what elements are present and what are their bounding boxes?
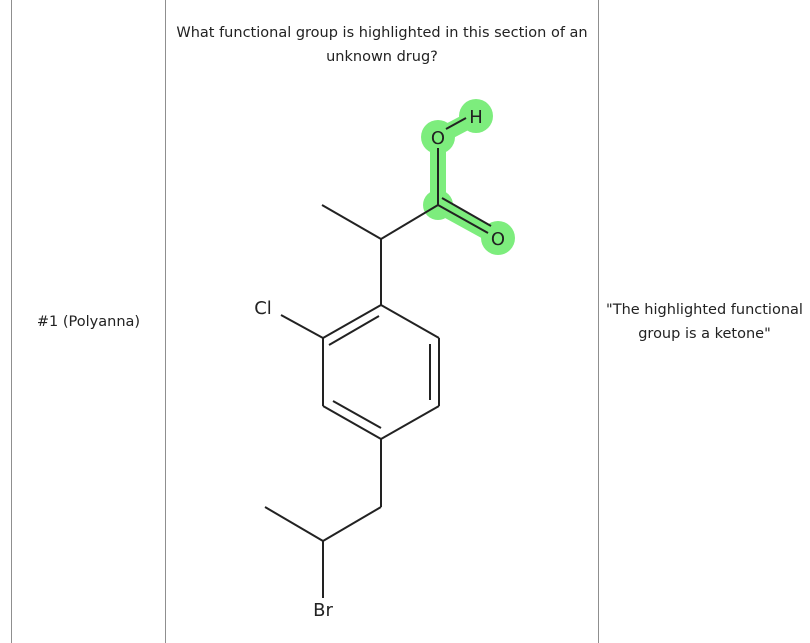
carbonyl-oxygen-label: O: [490, 229, 506, 250]
chlorine-atom-label: Cl: [254, 298, 272, 319]
hydrogen-atom-label: H: [469, 107, 483, 128]
answer-text: "The highlighted functional group is a ketone": [606, 302, 803, 342]
row-label: #1 (Polyanna): [36, 314, 141, 330]
hydroxyl-oxygen-label: O: [430, 128, 446, 149]
question-text: What functional group is highlighted in this section of an unknown drug?: [176, 25, 588, 65]
bond-lines: [265, 118, 491, 598]
bromine-atom-label: Br: [313, 600, 333, 621]
